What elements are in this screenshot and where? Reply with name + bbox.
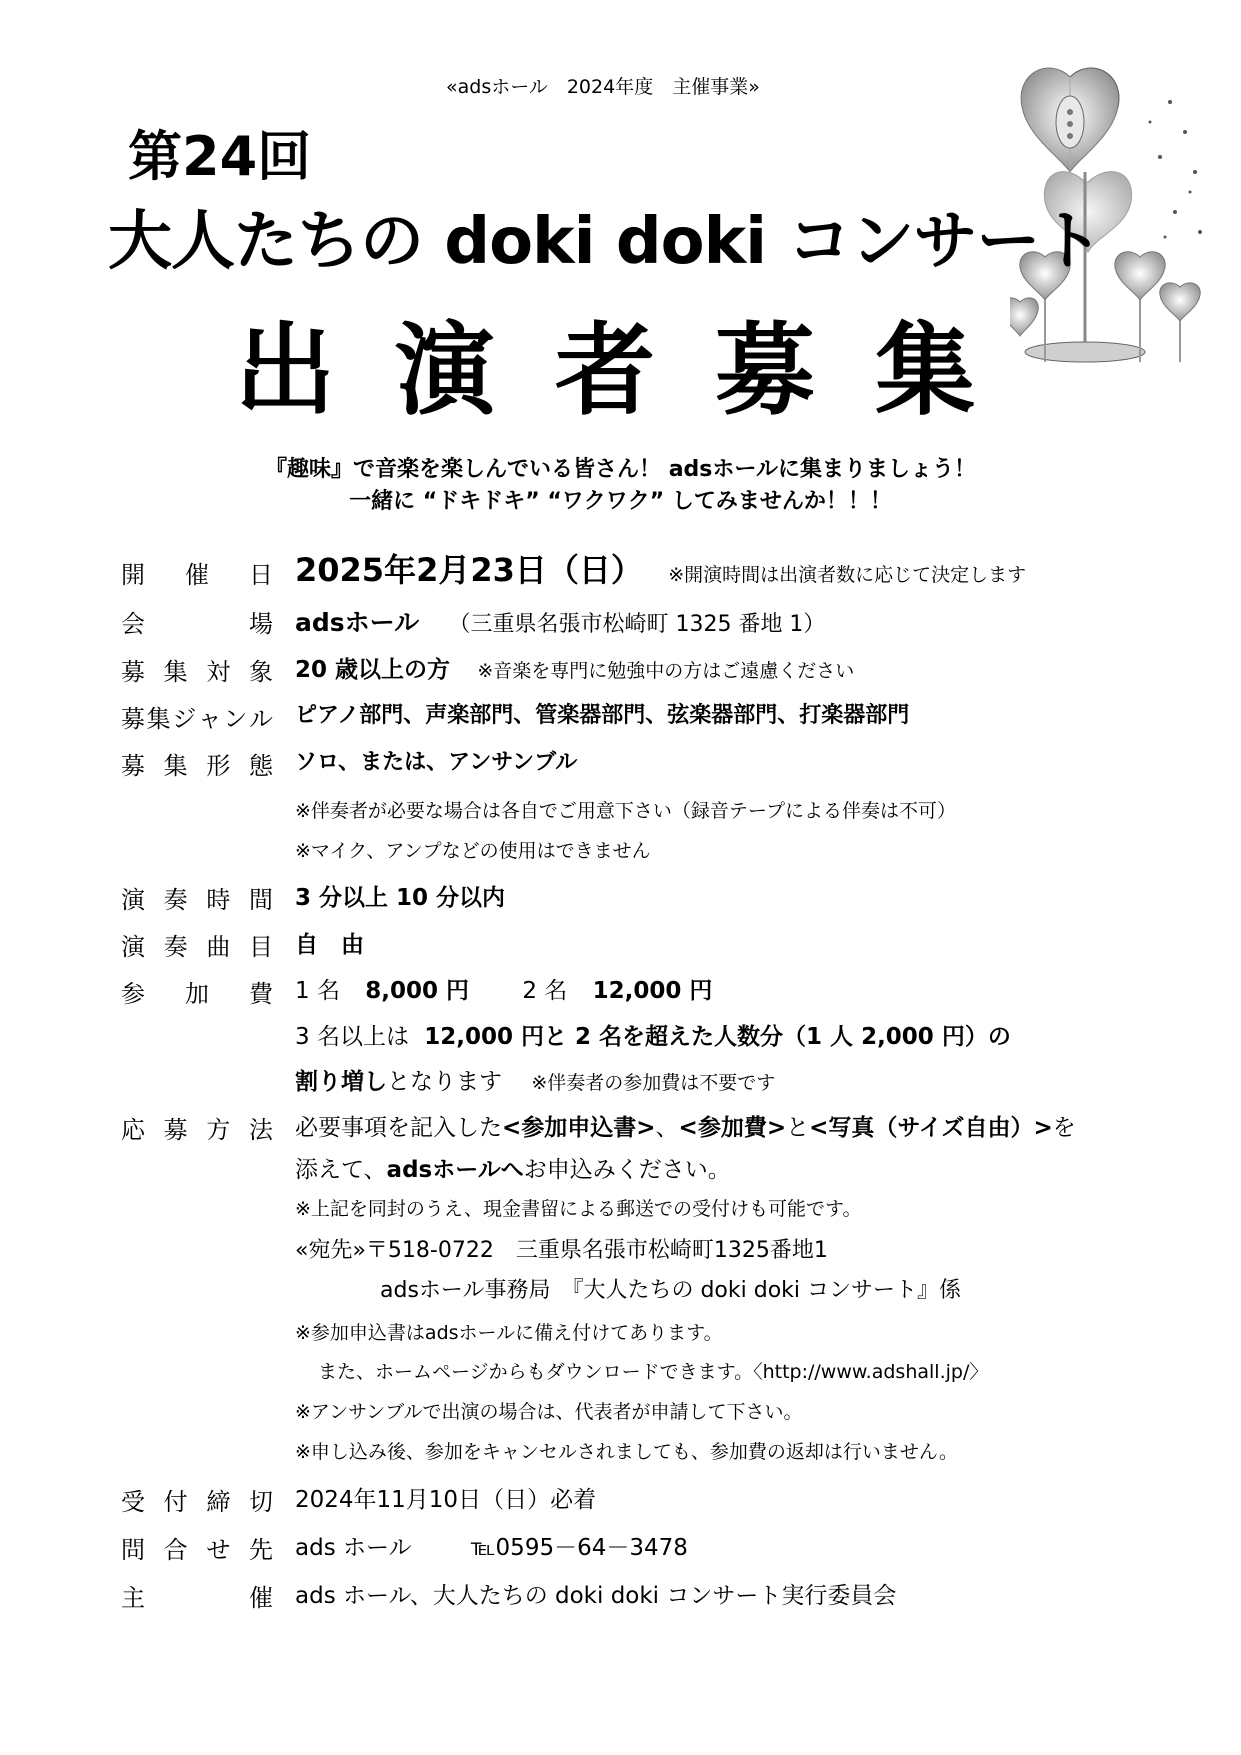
label-fee: 参 加 費 xyxy=(121,980,273,1008)
label-form: 募 集 形 態 xyxy=(121,752,273,780)
target-value: 20 歳以上の方 xyxy=(295,657,451,683)
apply-note-download: また、ホームページからもダウンロードできます。〈http://www.adshall.jp/〉 xyxy=(318,1361,989,1383)
form-note-1: ※伴奏者が必要な場合は各自でご用意下さい（録音テープによる伴奏は不可） xyxy=(295,800,956,822)
target-row xyxy=(295,651,854,684)
organizer-value: ads ホール、大人たちの doki doki コンサート実行委員会 xyxy=(295,1583,897,1609)
label-date: 開 催 日 xyxy=(121,561,273,589)
contact-row xyxy=(295,1529,688,1562)
fee-two-price: 12,000 円 xyxy=(592,978,713,1004)
recruit-title: 出演者募集 xyxy=(235,312,1035,429)
apply-note-ensemble: ※アンサンブルで出演の場合は、代表者が申請して下さい。 xyxy=(295,1401,803,1423)
form-value: ソロ、または、アンサンブル xyxy=(295,750,578,775)
fee-two-label: 2 名 xyxy=(522,978,568,1004)
date-note: ※開演時間は出演者数に応じて決定します xyxy=(668,564,1027,586)
venue-address: （三重県名張市松崎町 1325 番地 1） xyxy=(448,612,826,637)
label-pieces: 演 奏 曲 目 xyxy=(121,933,273,961)
fee-three-prefix: 3 名以上は xyxy=(295,1024,409,1050)
label-target: 募 集 対 象 xyxy=(121,658,273,686)
apply-address-2: adsホール事務局 『大人たちの doki doki コンサート』係 xyxy=(380,1278,962,1303)
pre-title: «adsホール 2024年度 主催事業» xyxy=(446,76,760,98)
venue-row xyxy=(295,603,825,639)
duration-value: 3 分以上 10 分以内 xyxy=(295,885,506,911)
venue-name: adsホール xyxy=(295,608,420,637)
fee-three-detail: 12,000 円と 2 名を超えた人数分（1 人 2,000 円）の xyxy=(424,1024,1011,1050)
fee-one-label: 1 名 xyxy=(295,978,340,1004)
date-row xyxy=(295,545,1026,591)
pieces-value: 自 由 xyxy=(295,932,364,958)
contact-name: ads ホール xyxy=(295,1535,412,1561)
apply-note-mail: ※上記を同封のうえ、現金書留による郵送での受付けも可能です。 xyxy=(295,1198,862,1220)
event-date: 2025年2月23日（日） xyxy=(295,551,643,589)
edition-title: 第24回 xyxy=(128,125,312,188)
fee-accompanist-note: ※伴奏者の参加費は不要です xyxy=(531,1072,776,1094)
apply-line-1: 必要事項を記入した<参加申込書>、<参加費>と<写真（サイズ自由）>を xyxy=(295,1115,1076,1141)
apply-note-form: ※参加申込書はadsホールに備え付けてあります。 xyxy=(295,1322,723,1344)
fee-row-3 xyxy=(295,1063,775,1096)
form-note-2: ※マイク、アンプなどの使用はできません xyxy=(295,840,651,862)
apply-note-cancel: ※申し込み後、参加をキャンセルされましても、参加費の返却は行いません。 xyxy=(295,1441,959,1463)
fee-surcharge: 割り増し xyxy=(295,1069,387,1095)
label-venue: 会 場 xyxy=(121,610,273,638)
label-duration: 演 奏 時 間 xyxy=(121,886,273,914)
deadline-value: 2024年11月10日（日）必着 xyxy=(295,1487,597,1513)
label-deadline: 受 付 締 切 xyxy=(121,1488,273,1516)
concert-title: 大人たちの doki doki コンサート xyxy=(108,205,1103,279)
fee-row-2 xyxy=(295,1018,1011,1051)
label-apply: 応 募 方 法 xyxy=(121,1116,273,1144)
genre-value: ピアノ部門、声楽部門、管楽器部門、弦楽器部門、打楽器部門 xyxy=(295,703,910,728)
label-contact: 問 合 せ 先 xyxy=(121,1536,273,1564)
contact-tel: ℡0595－64－3478 xyxy=(470,1535,688,1561)
apply-line-2: 添えて、adsホールへお申込みください。 xyxy=(295,1157,731,1183)
label-organizer: 主 催 xyxy=(121,1584,273,1612)
intro-line-1: 『趣味』で音楽を楽しんでいる皆さん！ adsホールに集まりましょう！ xyxy=(265,457,976,482)
label-genre: 募 集 ジ ャ ン ル xyxy=(121,705,273,733)
fee-one-price: 8,000 円 xyxy=(365,978,470,1004)
intro-line-2: 一緒に “ドキドキ” “ワクワク” してみませんか！！！ xyxy=(349,489,892,514)
apply-address: «宛先»〒518-0722 三重県名張市松崎町1325番地1 xyxy=(295,1238,828,1263)
fee-row-1 xyxy=(295,972,712,1005)
target-note: ※音楽を専門に勉強中の方はご遠慮ください xyxy=(477,660,855,682)
fee-surcharge-rest: となります xyxy=(387,1069,502,1095)
